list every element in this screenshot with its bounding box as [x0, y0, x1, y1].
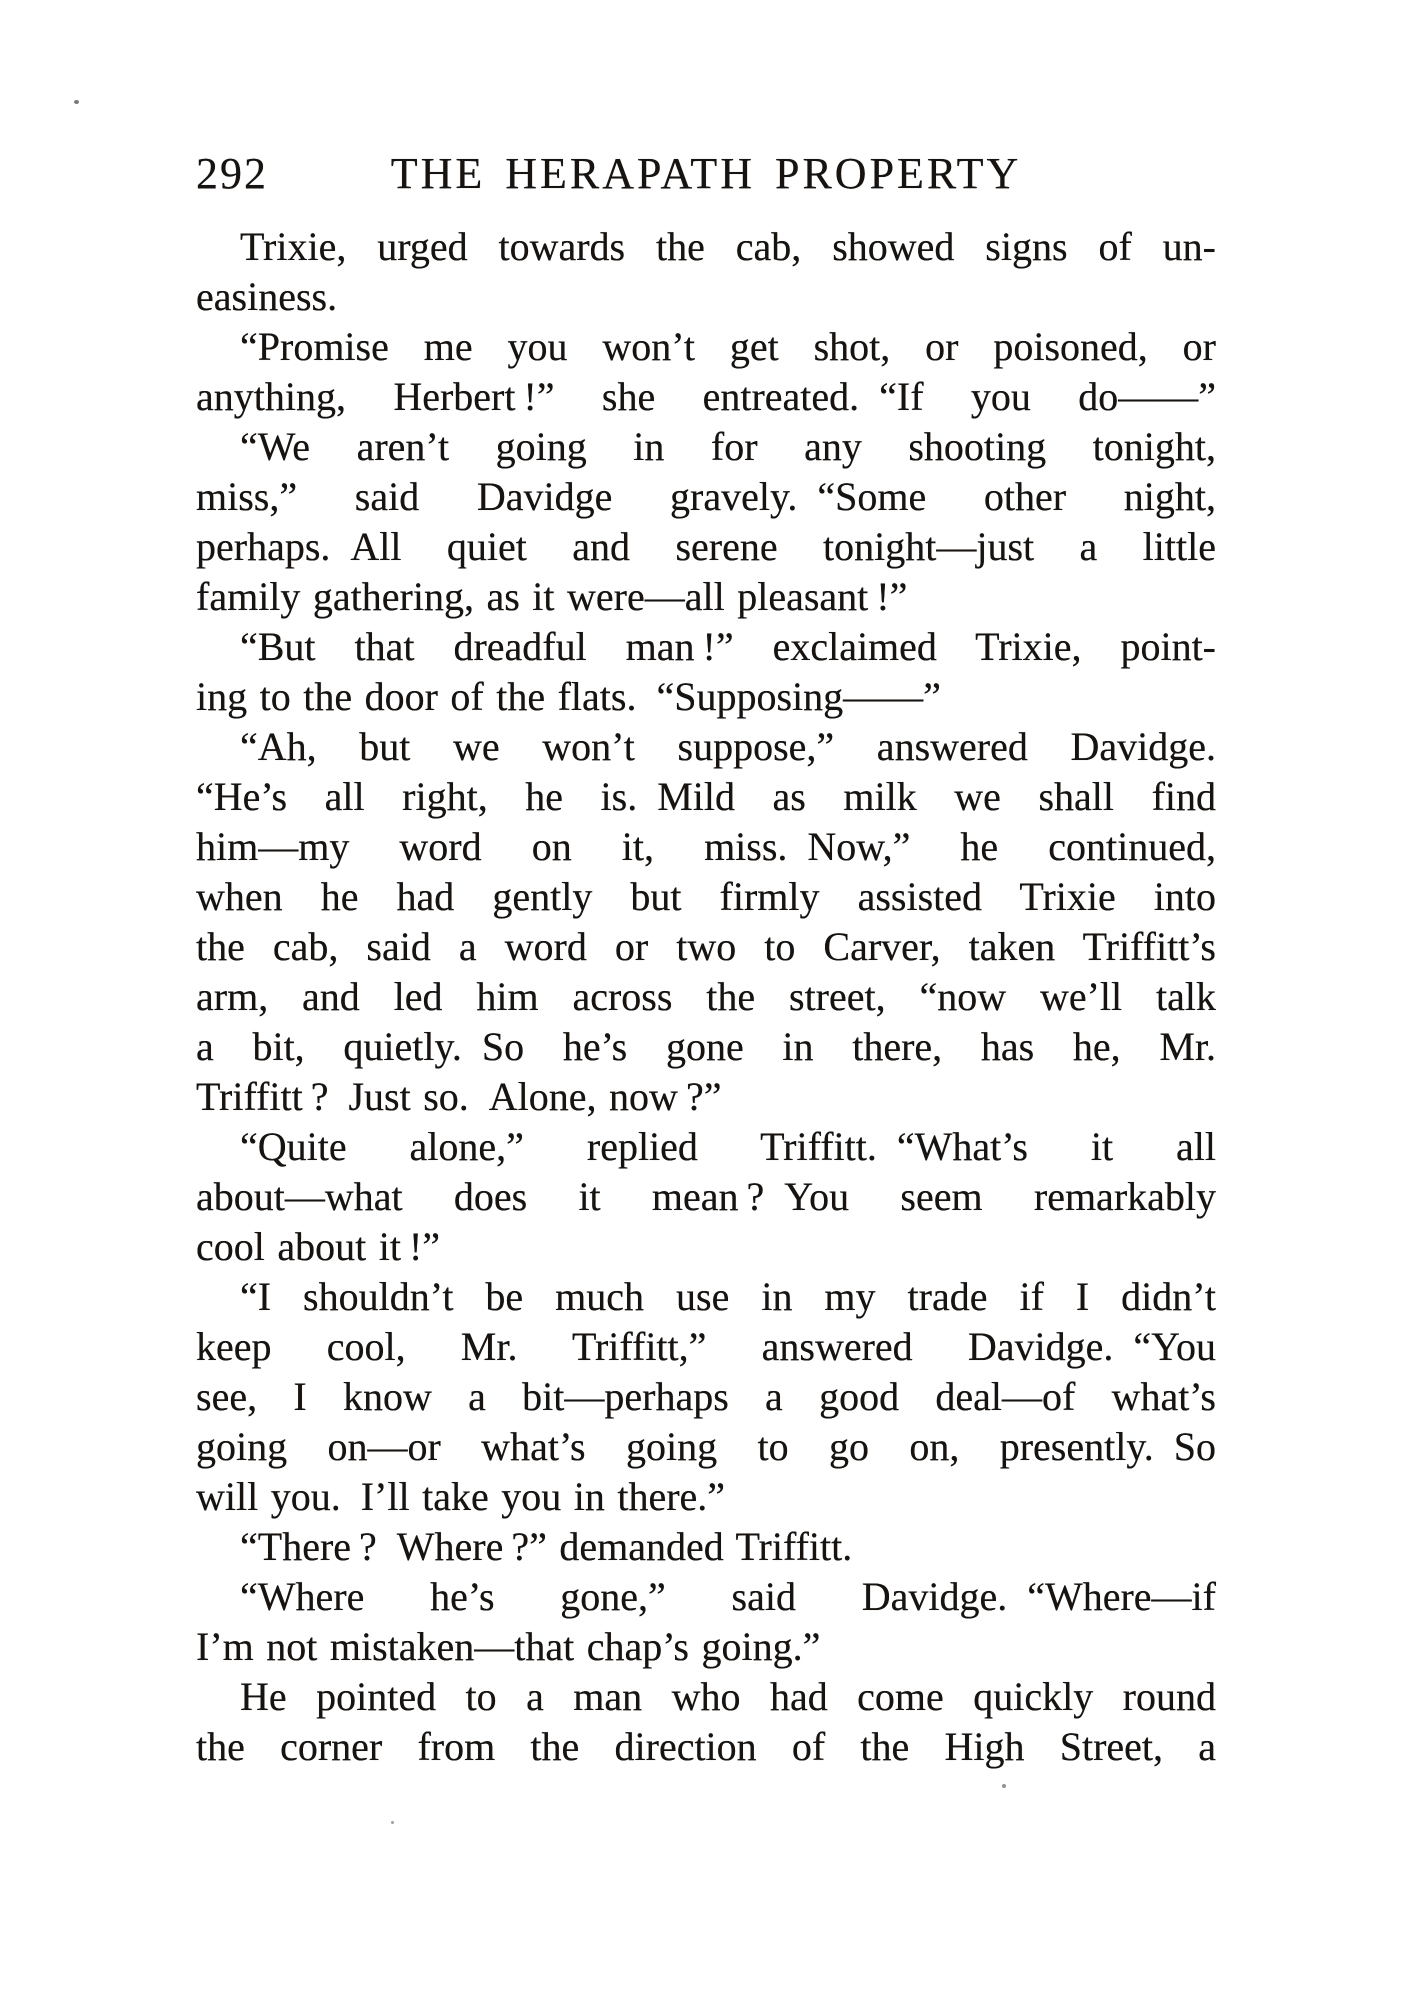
text-line: when he had gently but firmly assisted Trixie into — [196, 874, 1216, 919]
page-header — [196, 150, 1216, 198]
text-line: “Where he’s gone,” said Davidge. “Where—if — [240, 1574, 1216, 1619]
text-line: going on—or what’s going to go on, presently. So — [196, 1424, 1216, 1469]
text-line: ing to the door of the flats. “Supposing——” — [196, 674, 941, 719]
text-line: He pointed to a man who had come quickly round — [240, 1674, 1216, 1719]
text-line: “Promise me you won’t get shot, or poisoned, or — [240, 324, 1216, 369]
scan-artifact — [1002, 1784, 1006, 1788]
running-title: THE HERAPATH PROPERTY — [390, 149, 1022, 198]
text-line: “There ? Where ?” demanded Triffitt. — [240, 1524, 853, 1569]
text-line: arm, and led him across the street, “now we’ll talk — [196, 974, 1216, 1019]
text-line: I’m not mistaken—that chap’s going.” — [196, 1624, 821, 1669]
text-line: the corner from the direction of the High Street, a — [196, 1724, 1216, 1769]
text-line: see, I know a bit—perhaps a good deal—of what’s — [196, 1374, 1216, 1419]
scan-artifact — [391, 1821, 394, 1824]
text-line: him—my word on it, miss. Now,” he continued, — [196, 824, 1216, 869]
text-line: easiness. — [196, 274, 338, 319]
scan-artifact — [74, 100, 79, 104]
text-line: “Ah, but we won’t suppose,” answered Davidge. — [240, 724, 1216, 769]
text-line: will you. I’ll take you in there.” — [196, 1474, 726, 1519]
text-line: anything, Herbert !” she entreated. “If you do——” — [196, 374, 1216, 419]
text-line: “We aren’t going in for any shooting tonight, — [240, 424, 1216, 469]
text-line: Triffitt ? Just so. Alone, now ?” — [196, 1074, 722, 1119]
text-line: keep cool, Mr. Triffitt,” answered Davidge. “You — [196, 1324, 1216, 1369]
text-line: miss,” said Davidge gravely. “Some other night, — [196, 474, 1216, 519]
text-line: the cab, said a word or two to Carver, taken Triffitt’s — [196, 924, 1216, 969]
text-line: a bit, quietly. So he’s gone in there, has he, Mr. — [196, 1024, 1216, 1069]
text-line: perhaps. All quiet and serene tonight—just a little — [196, 524, 1216, 569]
text-line: “But that dreadful man !” exclaimed Trixie, point- — [240, 624, 1216, 669]
text-line: about—what does it mean ? You seem remarkably — [196, 1174, 1216, 1219]
body-text — [196, 222, 1216, 1772]
text-line: “Quite alone,” replied Triffitt. “What’s it all — [240, 1124, 1216, 1169]
text-line: Trixie, urged towards the cab, showed signs of un- — [240, 224, 1216, 269]
text-line: cool about it !” — [196, 1224, 441, 1269]
text-line: “I shouldn’t be much use in my trade if I didn’t — [240, 1274, 1216, 1319]
text-line: family gathering, as it were—all pleasant !” — [196, 574, 908, 619]
page-number: 292 — [196, 149, 268, 198]
text-line: “He’s all right, he is. Mild as milk we shall find — [196, 774, 1216, 819]
